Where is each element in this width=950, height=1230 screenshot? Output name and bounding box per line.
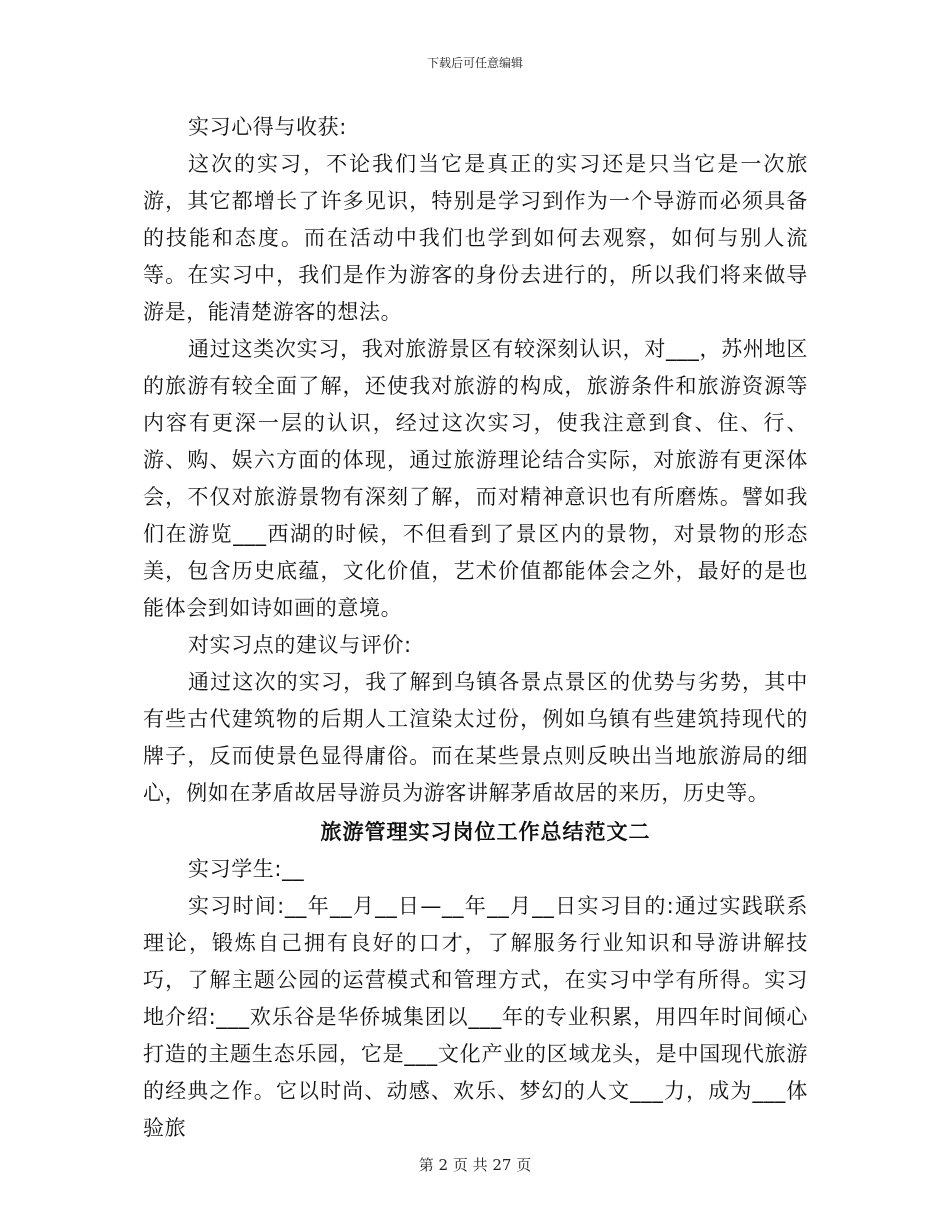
paragraph: 这次的实习，不论我们当它是真正的实习还是只当它是一次旅游，其它都增长了许多见识，特别是学习到作为一个导游而必须具备的技能和态度。而在活动中我们也学到如何去观察，如何与别人流等。在实习中，我们是作为游客的身份去进行的，所以我们将来做导游是，能清楚游客的想法。 (143, 152, 808, 324)
page-header: 下载后可任意编辑 (426, 56, 523, 70)
section-heading-suggestions: 对实习点的建议与评价: (188, 633, 412, 657)
page-number: 第 2 页 共 27 页 (418, 1156, 532, 1174)
paragraph: 实习时间:__年__月__日—__年__月__日实习目的:通过实践联系理论，锻炼自己拥有良好的口才，了解服务行业知识和导游讲解技巧，了解主题公园的运营模式和管理方式，在实习中学有所得。实习地介绍:___欢乐谷是华侨城集团以___年的专业积累，用四年时间倾心打造的主题生态乐园，它是___文化产业的区域龙头，是中国现代旅游的经典之作。它以时尚、动感、欢乐、梦幻的人文___力，成为___体验旅 (143, 894, 808, 1140)
paragraph: 通过这次的实习，我了解到乌镇各景点景区的优势与劣势，其中有些古代建筑物的后期人工渲染太过份，例如乌镇有些建筑持现代的牌子，反而使景色显得庸俗。而在某些景点则反映出当地旅游局的细心，例如在茅盾故居导游员为游客讲解茅盾故居的来历，历史等。 (143, 670, 808, 805)
paragraph: 通过这类次实习，我对旅游景区有较深刻认识，对___，苏州地区的旅游有较全面了解，还使我对旅游的构成，旅游条件和旅游资源等内容有更深一层的认识，经过这次实习，使我注意到食、住、行、游、购、娱六方面的体现，通过旅游理论结合实际，对旅游有更深体会，不仅对旅游景物有深刻了解，而对精神意识也有所磨炼。譬如我们在游览___西湖的时候，不但看到了景区内的景物，对景物的形态美，包含历史底蕴，文化价值，艺术价值都能体会之外，最好的是也能体会到如诗如画的意境。 (143, 337, 808, 620)
section-heading-experience: 实习心得与收获: (188, 115, 347, 139)
document-body (143, 109, 808, 1147)
student-line: 实习学生:__ (188, 857, 305, 881)
document-title: 旅游管理实习岗位工作总结范文二 (320, 819, 651, 844)
